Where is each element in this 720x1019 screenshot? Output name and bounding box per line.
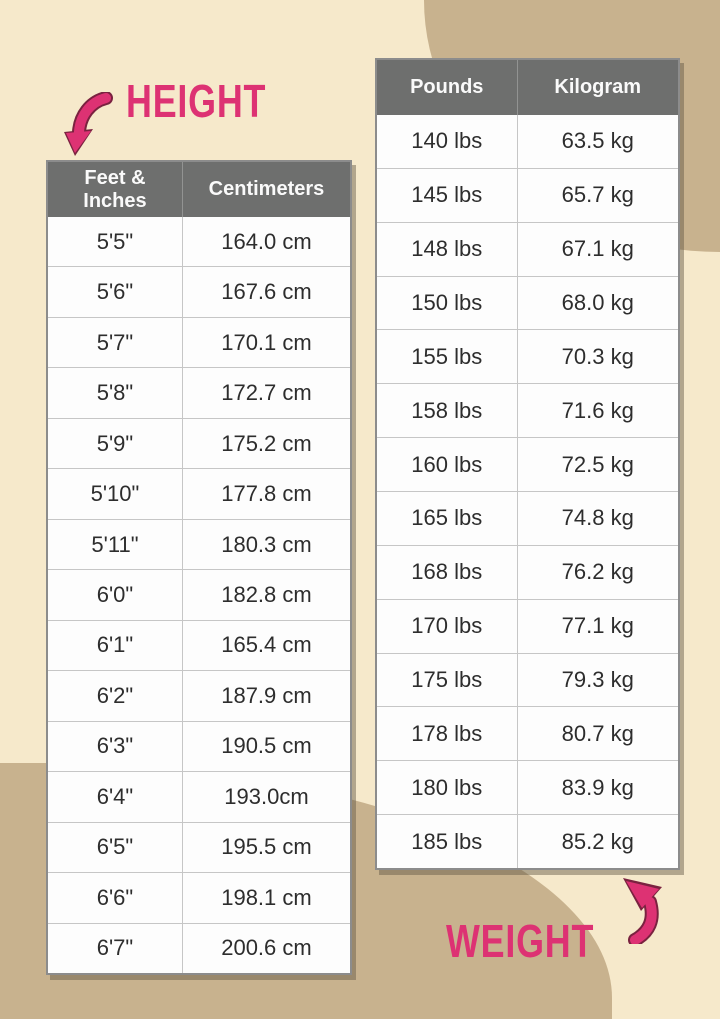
table-cell: 170 lbs xyxy=(411,613,483,639)
height-table-header xyxy=(48,162,350,217)
table-cell: 74.8 kg xyxy=(517,492,679,545)
table-cell: 185 lbs xyxy=(411,828,483,854)
table-cell: 200.6 cm xyxy=(182,924,350,973)
table-row xyxy=(48,418,350,468)
table-cell: 6'6" xyxy=(96,884,134,910)
table-row xyxy=(377,168,678,222)
table-cell: 72.5 kg xyxy=(517,438,679,491)
table-row xyxy=(377,115,678,168)
table-cell: 177.8 cm xyxy=(182,469,350,518)
table-cell: 77.1 kg xyxy=(517,600,679,653)
table-cell: 170.1 cm xyxy=(182,318,350,367)
table-row xyxy=(48,923,350,973)
weight-column-header-kilogram: Kilogram xyxy=(517,60,679,115)
table-row xyxy=(377,222,678,276)
weight-table-header xyxy=(377,60,678,115)
table-row xyxy=(377,383,678,437)
table-row xyxy=(48,468,350,518)
table-row xyxy=(48,670,350,720)
weight-section-title: WEIGHT xyxy=(446,915,595,967)
table-cell: 198.1 cm xyxy=(182,873,350,922)
table-cell: 6'4" xyxy=(96,783,134,809)
table-row xyxy=(48,367,350,417)
table-cell: 175 lbs xyxy=(411,667,483,693)
table-cell: 6'5" xyxy=(96,834,134,860)
table-cell: 140 lbs xyxy=(411,128,483,154)
table-cell: 148 lbs xyxy=(411,236,483,262)
table-cell: 79.3 kg xyxy=(517,654,679,707)
table-cell: 195.5 cm xyxy=(182,823,350,872)
table-cell: 172.7 cm xyxy=(182,368,350,417)
table-cell: 180.3 cm xyxy=(182,520,350,569)
table-cell: 5'9" xyxy=(96,430,134,456)
table-row xyxy=(48,822,350,872)
table-cell: 164.0 cm xyxy=(182,217,350,266)
height-table-body xyxy=(48,217,350,973)
curved-arrow-down-left-icon xyxy=(62,92,114,158)
table-cell: 178 lbs xyxy=(411,720,483,746)
table-cell: 71.6 kg xyxy=(517,384,679,437)
table-cell: 63.5 kg xyxy=(517,115,679,168)
table-cell: 85.2 kg xyxy=(517,815,679,868)
table-row xyxy=(377,545,678,599)
table-cell: 168 lbs xyxy=(411,559,483,585)
table-cell: 145 lbs xyxy=(411,182,483,208)
table-cell: 160 lbs xyxy=(411,451,483,477)
table-row xyxy=(48,217,350,266)
table-cell: 6'1" xyxy=(96,632,134,658)
table-row xyxy=(48,872,350,922)
curved-arrow-up-right-icon xyxy=(620,874,672,944)
height-section-title: HEIGHT xyxy=(126,75,267,127)
table-cell: 80.7 kg xyxy=(517,707,679,760)
table-cell: 182.8 cm xyxy=(182,570,350,619)
table-cell: 167.6 cm xyxy=(182,267,350,316)
table-cell: 67.1 kg xyxy=(517,223,679,276)
table-row xyxy=(377,599,678,653)
weight-column-header-pounds: Pounds xyxy=(410,76,484,98)
table-cell: 65.7 kg xyxy=(517,169,679,222)
table-cell: 165.4 cm xyxy=(182,621,350,670)
table-row xyxy=(48,266,350,316)
table-cell: 150 lbs xyxy=(411,290,483,315)
table-row xyxy=(48,721,350,771)
table-cell: 175.2 cm xyxy=(182,419,350,468)
weight-conversion-table xyxy=(375,58,680,870)
table-row xyxy=(48,519,350,569)
table-cell: 180 lbs xyxy=(411,774,483,800)
table-row xyxy=(48,620,350,670)
table-cell: 6'7" xyxy=(96,935,134,961)
table-cell: 5'11" xyxy=(91,531,139,557)
table-row xyxy=(377,653,678,707)
weight-table-body xyxy=(377,115,678,868)
table-cell: 68.0 kg xyxy=(517,277,679,330)
table-cell: 6'2" xyxy=(96,682,134,708)
table-cell: 83.9 kg xyxy=(517,761,679,814)
table-cell: 190.5 cm xyxy=(182,722,350,771)
table-row xyxy=(48,317,350,367)
table-row xyxy=(377,329,678,383)
table-cell: 165 lbs xyxy=(411,505,483,531)
height-column-header-feet-inches: Feet & Inches xyxy=(83,166,147,212)
table-row xyxy=(377,706,678,760)
height-conversion-table xyxy=(46,160,352,975)
table-cell: 5'8" xyxy=(96,380,134,406)
table-cell: 6'3" xyxy=(96,733,134,759)
table-cell: 155 lbs xyxy=(411,343,483,369)
table-cell: 5'5" xyxy=(96,228,134,254)
table-cell: 5'10" xyxy=(90,481,140,507)
table-row xyxy=(48,771,350,821)
table-cell: 5'7" xyxy=(96,329,134,355)
table-cell: 76.2 kg xyxy=(517,546,679,599)
table-row xyxy=(377,814,678,868)
height-column-header-centimeters: Centimeters xyxy=(182,162,350,217)
table-row xyxy=(377,437,678,491)
table-cell: 5'6" xyxy=(96,279,134,305)
table-cell: 70.3 kg xyxy=(517,330,679,383)
table-cell: 6'0" xyxy=(96,582,134,608)
table-cell: 193.0cm xyxy=(182,772,350,821)
table-row xyxy=(377,760,678,814)
table-cell: 187.9 cm xyxy=(182,671,350,720)
table-row xyxy=(377,491,678,545)
table-row xyxy=(377,276,678,330)
table-cell: 158 lbs xyxy=(411,397,483,423)
table-row xyxy=(48,569,350,619)
